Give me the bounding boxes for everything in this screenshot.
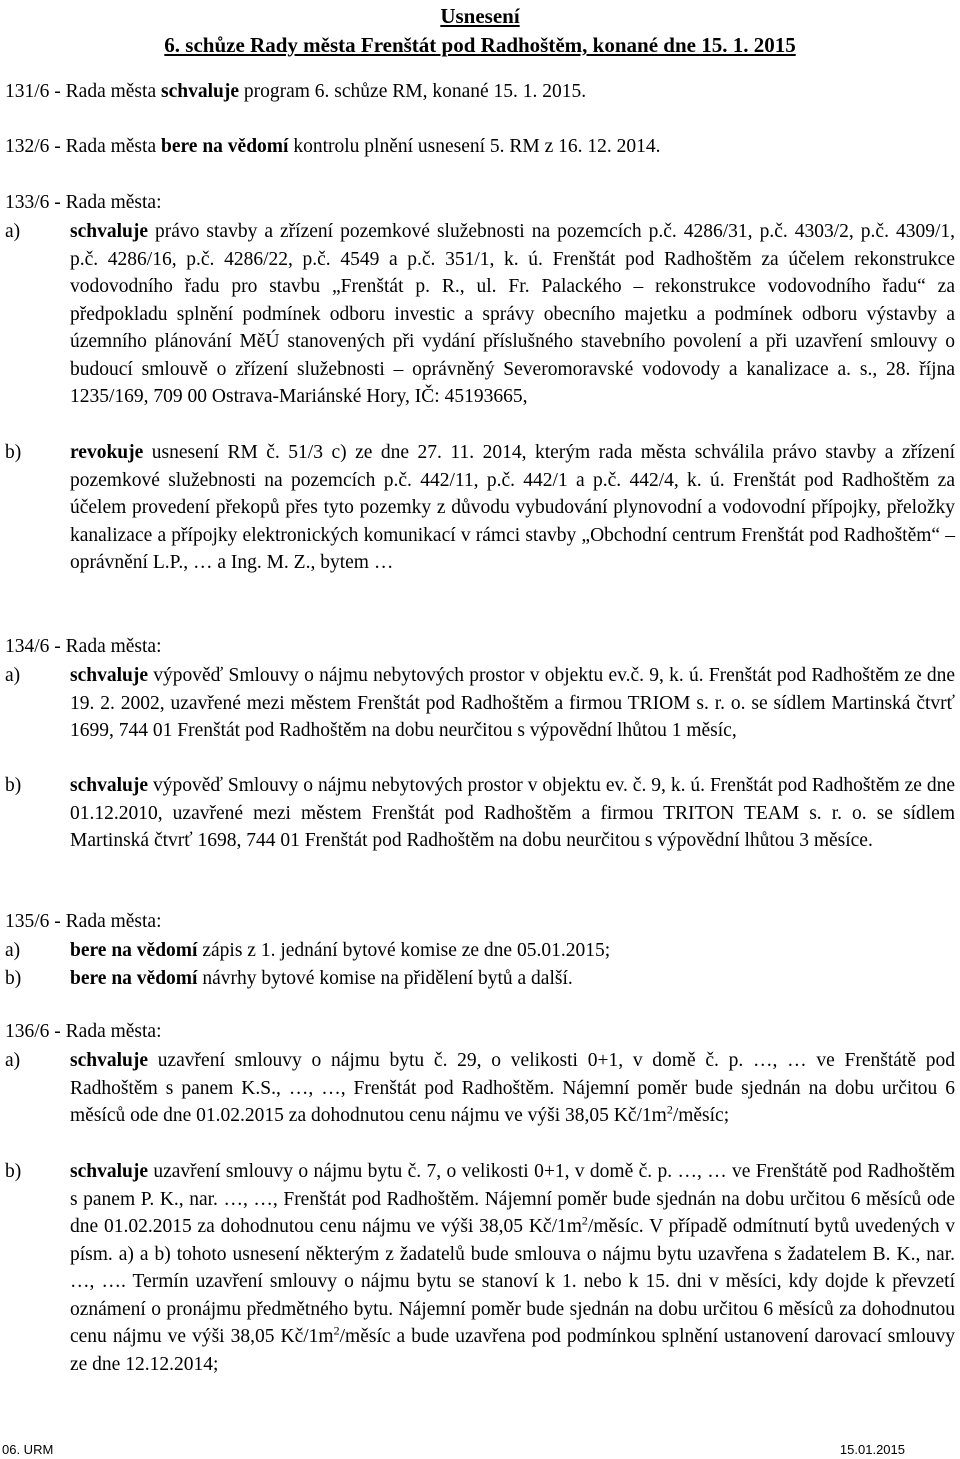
item-text: /měsíc a bude uzavřena pod podmínkou splnění ustanovení darovací smlouvy ze dne 12.12.2014; <box>70 1326 955 1375</box>
resolution-number: 132/6 <box>5 136 50 157</box>
resolution-135-heading: 135/6 - Rada města: <box>5 911 162 932</box>
item-label: b) <box>5 1161 22 1182</box>
resolution-verb: bere na vědomí <box>70 940 198 961</box>
page-footer <box>0 1439 960 1459</box>
resolution-134-heading: 134/6 - Rada města: <box>5 636 162 657</box>
resolution-verb: schvaluje <box>70 665 148 686</box>
item-text: zápis z 1. jednání bytové komise ze dne 05.01.2015; <box>197 940 611 961</box>
resolution-verb: schvaluje <box>160 81 239 102</box>
item-label: a) <box>5 940 21 961</box>
footer-meeting: 06. URM <box>2 1442 54 1457</box>
document-title: Usnesení <box>440 4 520 28</box>
item-text: výpověď Smlouvy o nájmu nebytových prostor v objektu ev.č. 9, k. ú. Frenštát pod Radhoštěm ze dne 19. 2. 2002, uzavřené mezi městem Frenštát pod Radhoštěm a firmou TRIOM s. r. o. se sídlem Martinská čtvrť 1699, 744 01 Frenštát pod Radhoštěm na dobu neurčitou s výpovědní lhůtou 1 měsíc, <box>70 665 955 741</box>
resolution-135-a <box>5 937 955 965</box>
footer-date: 15.01.2015 <box>839 1442 905 1457</box>
superscript: 2 <box>333 1323 340 1338</box>
item-text: /měsíc. V případě odmítnutí bytů uvedených v písm. a) a b) tohoto usnesení některým z žadatelů bude smlouva o nájmu bytu uzavřena s žadatelem B. K., nar. …, …. Termín uzavření smlouvy o nájmu bytu se stanoví k 1. nebo k 15. dni v měsíci, kdy dojde k převzetí oznámení o pronájmu předmětného bytu. Nájemní poměr bude sjednán na dobu určitou 6 měsíců za dohodnutou cenu nájmu ve výši 38,05 Kč/1m <box>70 1216 955 1347</box>
item-label: b) <box>5 968 22 989</box>
resolution-verb: bere na vědomí <box>70 968 198 989</box>
resolution-verb: schvaluje <box>70 775 148 796</box>
item-label: a) <box>5 1050 21 1071</box>
resolution-133-heading: 133/6 - Rada města: <box>5 192 162 213</box>
resolution-136-a <box>5 1047 955 1130</box>
item-label: a) <box>5 665 21 686</box>
resolution-134-a <box>5 662 955 745</box>
resolution-number: 131/6 <box>5 81 50 102</box>
resolution-verb: schvaluje <box>70 221 148 242</box>
resolution-verb: bere na vědomí <box>160 136 289 157</box>
resolution-136-heading: 136/6 - Rada města: <box>5 1021 162 1042</box>
item-text: uzavření smlouvy o nájmu bytu č. 29, o velikosti 0+1, v domě č. p. …, … ve Frenštátě pod Radhoštěm s panem K.S., …, …, Frenštát pod Radhoštěm. Nájemní poměr bude sjednán na dobu určitou 6 měsíců ode dne 01.02.2015 za dohodnutou cenu nájmu ve výši 38,05 Kč/1m <box>70 1050 955 1126</box>
resolution-132: 132/6 - Rada města bere na vědomí kontrolu plnění usnesení 5. RM z 16. 12. 2014. <box>5 136 661 157</box>
resolution-136-b <box>5 1158 955 1378</box>
item-text: usnesení RM č. 51/3 c) ze dne 27. 11. 2014, kterým rada města schválila právo stavby a zřízení pozemkové služebnosti na pozemcích p.č. 442/11, p.č. 442/1 a p.č. 442/4, k. ú. Frenštát pod Radhoštěm za účelem provedení překopů přes tyto pozemky z důvodu vybudování plynovodní a vodovodní přípojky, přeložky kanalizace a přípojky elektronických komunikací v rámci stavby „Obchodní centrum Frenštát pod Radhoštěm“ – oprávnění L.P., … a Ing. M. Z., bytem … <box>70 442 955 573</box>
item-text: uzavření smlouvy o nájmu bytu č. 7, o velikosti 0+1, v domě č. p. …, … ve Frenštátě pod Radhoštěm s panem P. K., nar. …, …, Frenštát pod Radhoštěm. Nájemní poměr bude sjednán na dobu určitou 6 měsíců ode dne 01.02.2015 za dohodnutou cenu nájmu ve výši 38,05 Kč/1m <box>70 1161 955 1237</box>
resolution-135-b <box>5 965 955 993</box>
resolution-131: 131/6 - Rada města schvaluje program 6. schůze RM, konané 15. 1. 2015. <box>5 81 587 102</box>
resolution-133-b <box>5 439 955 577</box>
resolution-133-a <box>5 218 955 411</box>
document-subtitle: 6. schůze Rady města Frenštát pod Radhoštěm, konané dne 15. 1. 2015 <box>164 33 796 57</box>
resolution-verb: schvaluje <box>70 1050 148 1071</box>
superscript: 2 <box>666 1102 673 1117</box>
item-label: b) <box>5 442 22 463</box>
resolution-134-b <box>5 772 955 855</box>
item-text: /měsíc; <box>672 1105 730 1126</box>
item-label: b) <box>5 775 22 796</box>
item-text: návrhy bytové komise na přidělení bytů a další. <box>197 968 573 989</box>
item-text: výpověď Smlouvy o nájmu nebytových prostor v objektu ev. č. 9, k. ú. Frenštát pod Radhoštěm ze dne 01.12.2010, uzavřené mezi městem Frenštát pod Radhoštěm a firmou TRITON TEAM s. r. o. se sídlem Martinská čtvrť 1698, 744 01 Frenštát pod Radhoštěm na dobu neurčitou s výpovědní lhůtou 3 měsíce. <box>70 775 955 851</box>
resolution-verb: schvaluje <box>70 1161 148 1182</box>
item-text: právo stavby a zřízení pozemkové služebnosti na pozemcích p.č. 4286/31, p.č. 4303/2, p.č. 4309/1, p.č. 4286/16, p.č. 4286/22, p.č. 4549 a p.č. 351/1, k. ú. Frenštát pod Radhoštěm za účelem rekonstrukce vodovodního řadu pro stavbu „Frenštát p. R., ul. Fr. Palackého – rekonstrukce vodovodního řadu“ za předpokladu splnění podmínek odboru investic a správy obecního majetku a podmínek odboru výstavby a územního plánování MěÚ stanovených při vydání příslušného stavebního povolení a při uzavření smlouvy o budoucí smlouvě o zřízení služebnosti – oprávněný Severomoravské vodovody a kanalizace a. s., 28. října 1235/169, 709 00 Ostrava-Mariánské Hory, IČ: 45193665, <box>70 221 955 407</box>
superscript: 2 <box>581 1213 588 1228</box>
item-label: a) <box>5 221 21 242</box>
resolution-verb: revokuje <box>70 442 144 463</box>
